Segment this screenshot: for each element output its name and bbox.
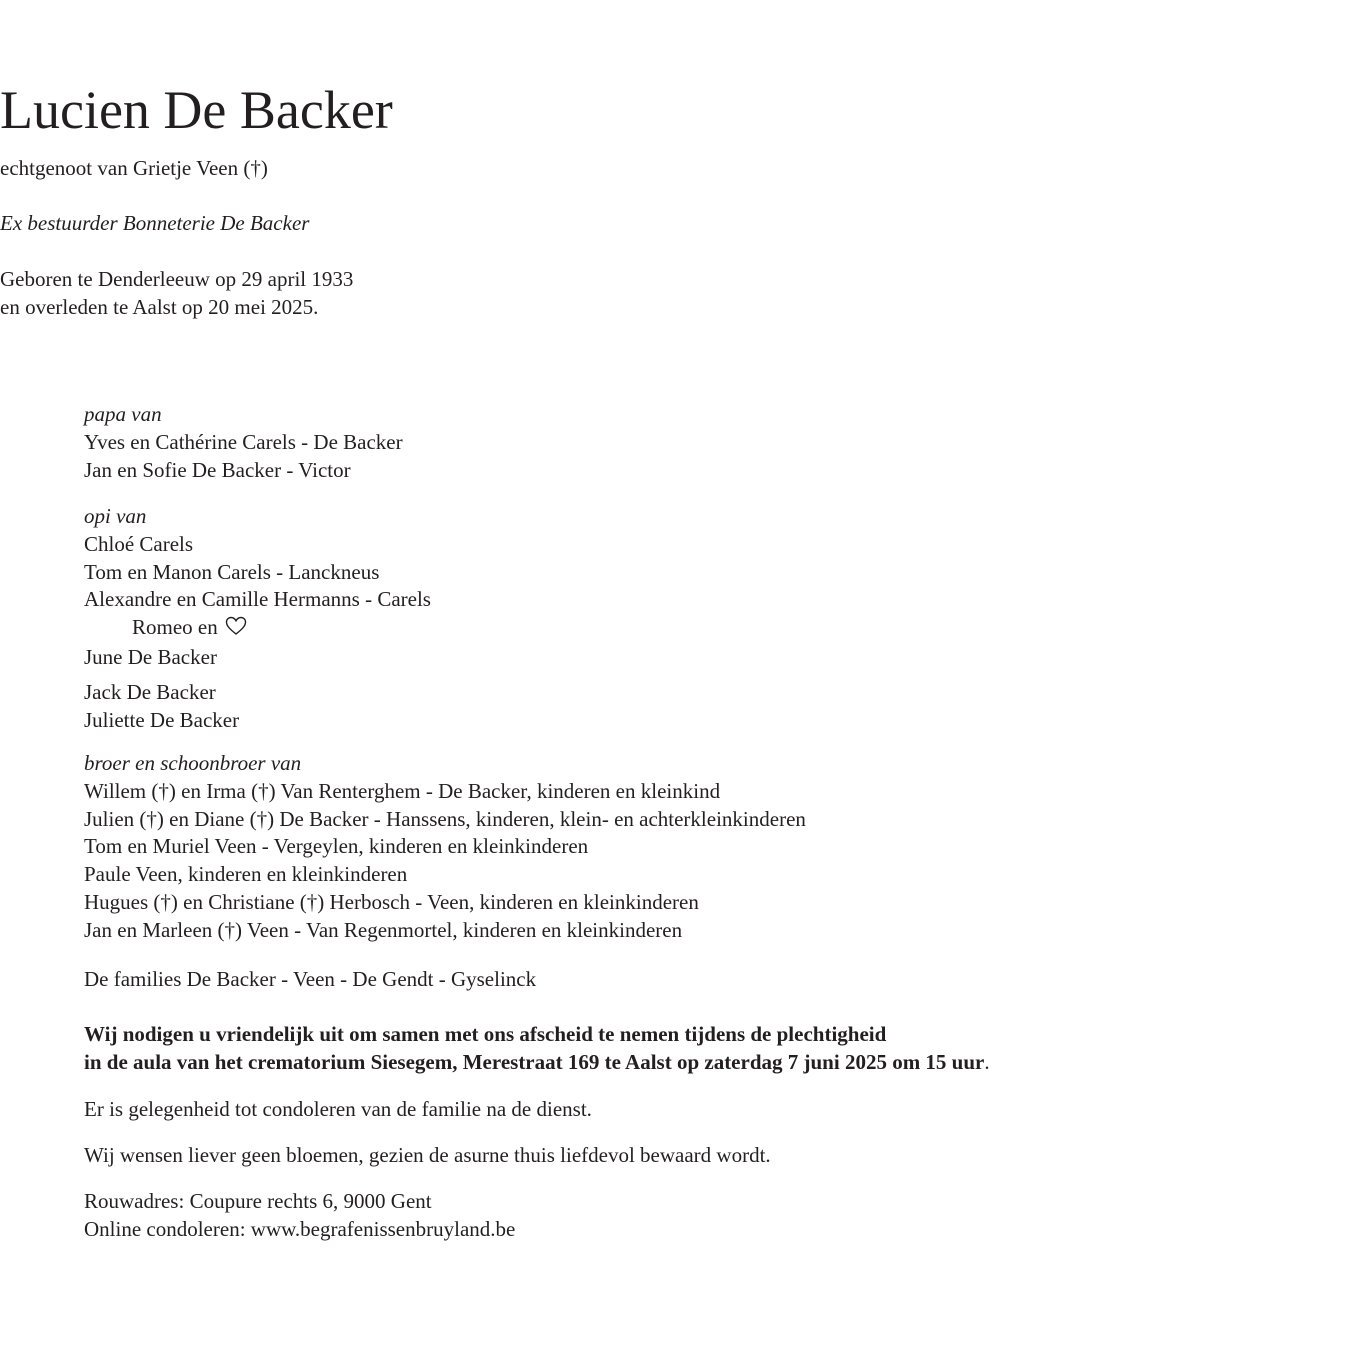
list-item: Julien (†) en Diane (†) De Backer - Hanssens, kinderen, klein- en achterkleinkinderen [84, 806, 806, 831]
birth-line: Geboren te Denderleeuw op 29 april 1933 [0, 267, 354, 291]
flowers-note: Wij wensen liever geen bloemen, gezien de asurne thuis liefdevol bewaard wordt. [84, 1143, 771, 1167]
condolence-note: Er is gelegenheid tot condoleren van de familie na de dienst. [84, 1097, 592, 1121]
grandchildren-section [84, 503, 1284, 734]
birth-death-block [0, 265, 1345, 321]
children-label: papa van [84, 402, 162, 426]
list-item: Jan en Marleen (†) Veen - Van Regenmortel, kinderen en kleinkinderen [84, 917, 683, 942]
death-line: en overleden te Aalst op 20 mei 2025. [0, 295, 319, 319]
families-line: De families De Backer - Veen - De Gendt - Gyselinck [84, 967, 537, 991]
siblings-section [84, 750, 1284, 945]
invitation-period: . [984, 1049, 990, 1074]
list-item: Jack De Backer [84, 679, 216, 704]
great-grandchild-name: Romeo en [132, 615, 218, 640]
siblings-label: broer en schoonbroer van [84, 751, 302, 775]
great-grandchild-line [84, 614, 1284, 644]
list-item: Willem (†) en Irma (†) Van Renterghem - De Backer, kinderen en kleinkind [84, 778, 721, 803]
list-item: Tom en Manon Carels - Lanckneus [84, 559, 380, 584]
invitation-block [84, 1021, 1284, 1077]
occupation-line: Ex bestuurder Bonneterie De Backer [0, 211, 310, 235]
invitation-line-2: in de aula van het crematorium Siesegem, Merestraat 169 te Aalst op zaterdag 7 juni 2025 om 15 uur [84, 1049, 985, 1074]
list-item: Yves en Cathérine Carels - De Backer [84, 429, 403, 454]
deceased-name: Lucien De Backer [0, 80, 393, 140]
list-item: June De Backer [84, 644, 217, 669]
list-item: Paule Veen, kinderen en kleinkinderen [84, 862, 408, 887]
online-condolence: Online condoleren: www.begrafenissenbruyland.be [84, 1216, 516, 1241]
invitation-line-1: Wij nodigen u vriendelijk uit om samen met ons afscheid te nemen tijdens de plechtigheid [84, 1022, 887, 1046]
list-item: Alexandre en Camille Hermanns - Carels [84, 587, 431, 612]
contact-block [84, 1188, 1284, 1244]
children-section [84, 401, 1284, 484]
list-item: Juliette De Backer [84, 707, 240, 732]
heart-outline-icon [225, 616, 247, 644]
list-item: Chloé Carels [84, 531, 194, 556]
list-item: Jan en Sofie De Backer - Victor [84, 457, 351, 482]
list-item: Tom en Muriel Veen - Vergeylen, kinderen en kleinkinderen [84, 834, 589, 859]
grandchildren-label: opi van [84, 504, 147, 528]
list-item: Hugues (†) en Christiane (†) Herbosch - Veen, kinderen en kleinkinderen [84, 889, 699, 914]
spouse-line: echtgenoot van Grietje Veen (†) [0, 156, 268, 180]
mourning-address: Rouwadres: Coupure rechts 6, 9000 Gent [84, 1189, 432, 1213]
